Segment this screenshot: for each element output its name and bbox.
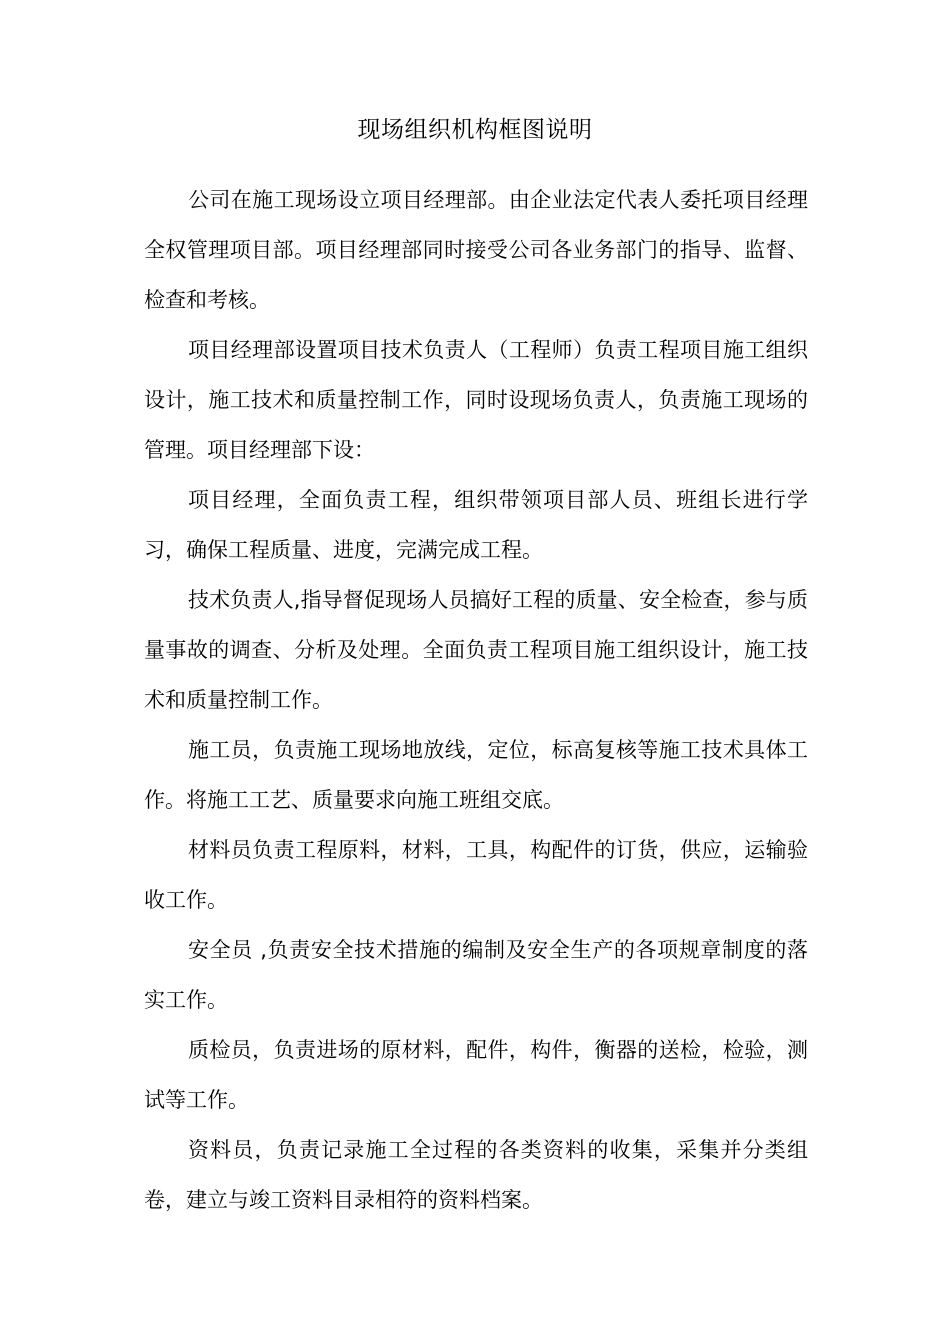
- paragraph-project-manager: 项目经理，全面负责工程，组织带领项目部人员、班组长进行学习，确保工程质量、进度，完满完成工程。: [144, 488, 808, 562]
- document-body: [144, 175, 808, 1225]
- paragraph-department-setup: 项目经理部设置项目技术负责人（工程师）负责工程项目施工组织设计，施工技术和质量控制工作，同时设现场负责人，负责施工现场的管理。项目经理部下设：: [144, 338, 808, 462]
- document-title: 现场组织机构框图说明: [357, 117, 593, 143]
- paragraph-technical-lead: 技术负责人,指导督促现场人员搞好工程的质量、安全检查，参与质量事故的调查、分析及处理。全面负责工程项目施工组织设计，施工技术和质量控制工作。: [144, 588, 808, 712]
- paragraph-quality-inspector: 质检员，负责进场的原材料，配件，构件，衡器的送检，检验，测试等工作。: [144, 1038, 808, 1112]
- paragraph-materials-officer: 材料员负责工程原料，材料，工具，构配件的订货，供应，运输验收工作。: [144, 838, 808, 912]
- paragraph-project-department: 公司在施工现场设立项目经理部。由企业法定代表人委托项目经理全权管理项目部。项目经理部同时接受公司各业务部门的指导、监督、检查和考核。: [144, 188, 808, 312]
- paragraph-records-officer: 资料员，负责记录施工全过程的各类资料的收集，采集并分类组卷，建立与竣工资料目录相符的资料档案。: [144, 1138, 808, 1212]
- paragraph-construction-officer: 施工员，负责施工现场地放线，定位，标高复核等施工技术具体工作。将施工工艺、质量要求向施工班组交底。: [144, 738, 808, 812]
- paragraph-safety-officer: 安全员 ,负责安全技术措施的编制及安全生产的各项规章制度的落实工作。: [144, 938, 808, 1012]
